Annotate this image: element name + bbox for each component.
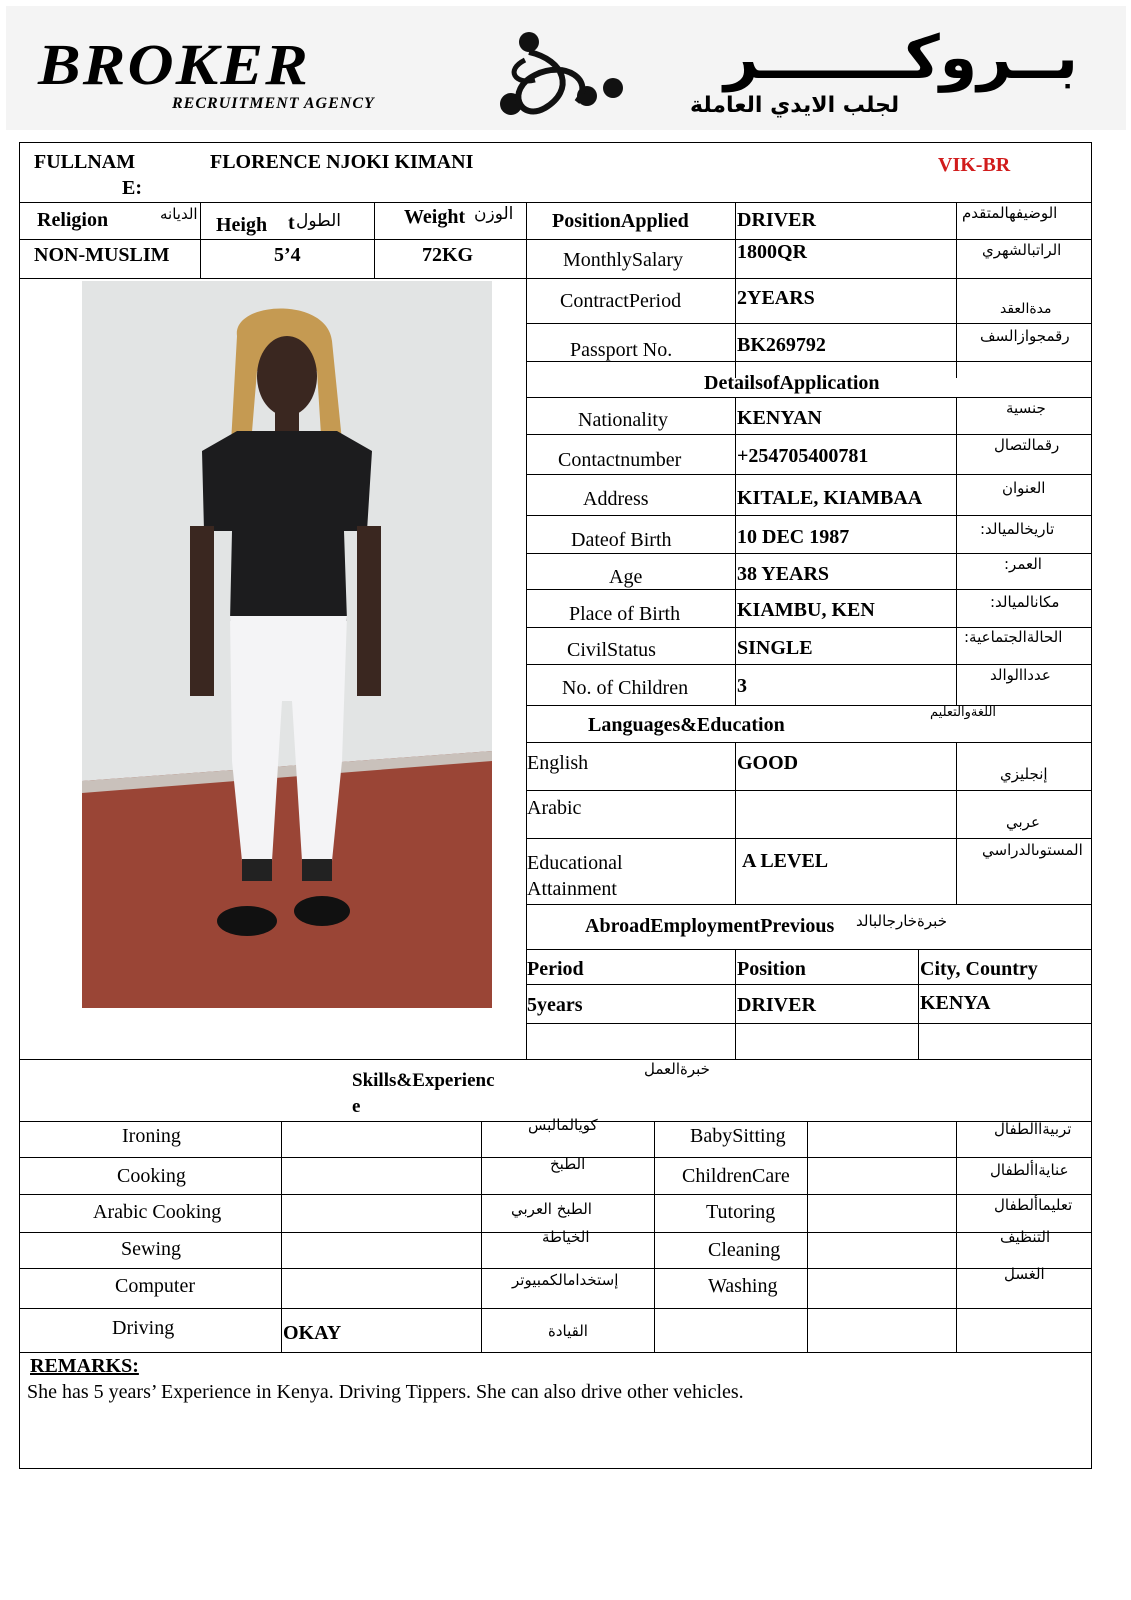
weight-label-arabic: الوزن [474,204,514,224]
abroad-header-period: Period [527,958,584,980]
skill-cooking-arabic: الطبخ [550,1155,586,1173]
contact-number-value: +254705400781 [737,445,869,467]
skill-driving-label: Driving [112,1317,175,1339]
position-applied-label: PositionApplied [552,210,689,232]
contact-number-label: Contactnumber [558,449,682,471]
details-section-title: DetailsofApplication [704,372,880,394]
place-of-birth-value: KIAMBU, KEN [737,599,875,621]
age-label: Age [609,566,643,588]
remarks-text: She has 5 years’ Experience in Kenya. Driving Tippers. She can also drive other vehicles. [27,1381,744,1403]
nationality-arabic: جنسية [1006,399,1046,417]
nationality-value: KENYAN [737,407,822,429]
passport-number-arabic: رقمجوازالسف [980,327,1070,345]
age-arabic: العمر: [1004,555,1042,573]
contract-period-value: 2YEARS [737,287,815,309]
civil-status-arabic: الحالةالجتماعية: [964,628,1063,646]
contract-period-label: ContractPeriod [560,290,682,312]
address-arabic: العنوان [1002,479,1046,497]
civil-status-label: CivilStatus [567,639,656,661]
skills-section-title-arabic: خبرةالعمل [644,1060,710,1078]
skill-sewing-label: Sewing [121,1238,181,1260]
skill-ironing-label: Ironing [122,1125,181,1147]
age-value: 38 YEARS [737,563,830,585]
skill-babysitting-label: BabySitting [690,1125,786,1147]
skill-cleaning-arabic: التنظيف [1000,1228,1051,1246]
monthly-salary-label: MonthlySalary [563,249,683,271]
fullname-label-cont: E: [122,177,142,199]
skill-cleaning-label: Cleaning [708,1239,781,1261]
education-arabic: المستوىالدراسي [982,841,1083,859]
skill-arabic-cooking-arabic: الطبخ العربي [511,1200,592,1218]
height-label-t: t [288,212,295,234]
english-arabic: إنجليزي [1000,765,1048,783]
religion-label: Religion [37,209,109,231]
abroad-section-title-arabic: خبرةخارجالبالد [856,912,947,930]
weight-label: Weight [404,206,466,228]
abroad-position-value: DRIVER [737,994,816,1016]
skill-washing-arabic: الغسل [1004,1265,1045,1283]
skill-childrencare-label: ChildrenCare [682,1165,790,1187]
education-label-cont: Attainment [527,878,617,900]
languages-section-title-arabic: اللغةوالتعليم [930,705,997,720]
address-label: Address [583,488,649,510]
address-value: KITALE, KIAMBAA [737,487,923,509]
abroad-header-position: Position [737,958,806,980]
place-of-birth-label: Place of Birth [569,603,681,625]
abroad-period-value: 5years [527,994,583,1016]
education-value: A LEVEL [742,850,829,872]
skill-ironing-arabic: كويالمالبس [528,1116,598,1134]
fullname-value: FLORENCE NJOKI KIMANI [210,151,474,173]
arabic-arabic: عربي [1006,813,1040,831]
height-label: Heigh [216,214,268,236]
skills-section-title-cont: e [352,1096,361,1117]
brand-subtitle: RECRUITMENT AGENCY [172,95,375,112]
skill-childrencare-arabic: عنايةاألطفال [990,1161,1069,1179]
reference-code: VIK-BR [938,154,1011,176]
date-of-birth-value: 10 DEC 1987 [737,526,850,548]
monthly-salary-value: 1800QR [737,241,807,263]
skill-computer-label: Computer [115,1275,195,1297]
abroad-header-location: City, Country [920,958,1038,980]
skill-sewing-arabic: الخياطة [542,1228,590,1246]
skill-babysitting-arabic: تربيةاالطفال [994,1120,1072,1138]
brand-subtitle-arabic: لجلب الايدي العاملة [690,93,900,118]
skill-cooking-label: Cooking [117,1165,186,1187]
skill-driving-value: OKAY [283,1322,342,1344]
date-of-birth-arabic: تاريخالميالد: [980,520,1055,538]
weight-value: 72KG [422,244,474,266]
broker-agency-logo [495,30,635,126]
skill-driving-arabic: القيادة [548,1322,588,1340]
height-value: 5’4 [274,244,301,266]
children-count-arabic: عدداالوالد [990,666,1051,684]
remarks-title: REMARKS: [30,1355,139,1377]
english-value: GOOD [737,752,799,774]
contact-number-arabic: رقمالتصال [994,436,1060,454]
children-count-label: No. of Children [562,677,689,699]
skill-tutoring-arabic: تعليماألطفال [994,1196,1073,1214]
religion-label-arabic: الديانه [160,205,198,223]
candidate-photo [82,281,492,1008]
abroad-section-title: AbroadEmploymentPrevious [585,915,835,937]
monthly-salary-arabic: الراتبالشهري [982,241,1062,259]
languages-section-title: Languages&Education [588,714,785,736]
children-count-value: 3 [737,675,747,697]
fullname-label: FULLNAM [34,151,136,173]
skill-computer-arabic: إستخدامالكمبيوتر [512,1271,619,1289]
arabic-label: Arabic [527,797,582,819]
passport-number-value: BK269792 [737,334,826,356]
skills-section-title: Skills&Experienc [352,1070,495,1091]
brand-name: BROKER [38,32,311,97]
place-of-birth-arabic: مكانالميالد: [990,593,1060,611]
nationality-label: Nationality [578,409,668,431]
religion-value: NON-MUSLIM [34,244,170,266]
passport-number-label: Passport No. [570,339,673,361]
education-label: Educational [527,852,623,874]
position-applied-value: DRIVER [737,209,816,231]
brand-name-arabic: بــروكـــــــر [724,23,1078,93]
position-applied-arabic: الوضيفهالمتقدم [962,204,1058,222]
date-of-birth-label: Dateof Birth [571,529,672,551]
skill-arabic-cooking-label: Arabic Cooking [93,1201,222,1223]
abroad-location-value: KENYA [920,992,991,1014]
english-label: English [527,752,589,774]
skill-tutoring-label: Tutoring [706,1201,776,1223]
skill-washing-label: Washing [708,1275,778,1297]
height-label-arabic: الطول [296,211,341,231]
civil-status-value: SINGLE [737,637,813,659]
contract-period-arabic: مدةالعقد [1000,301,1052,317]
